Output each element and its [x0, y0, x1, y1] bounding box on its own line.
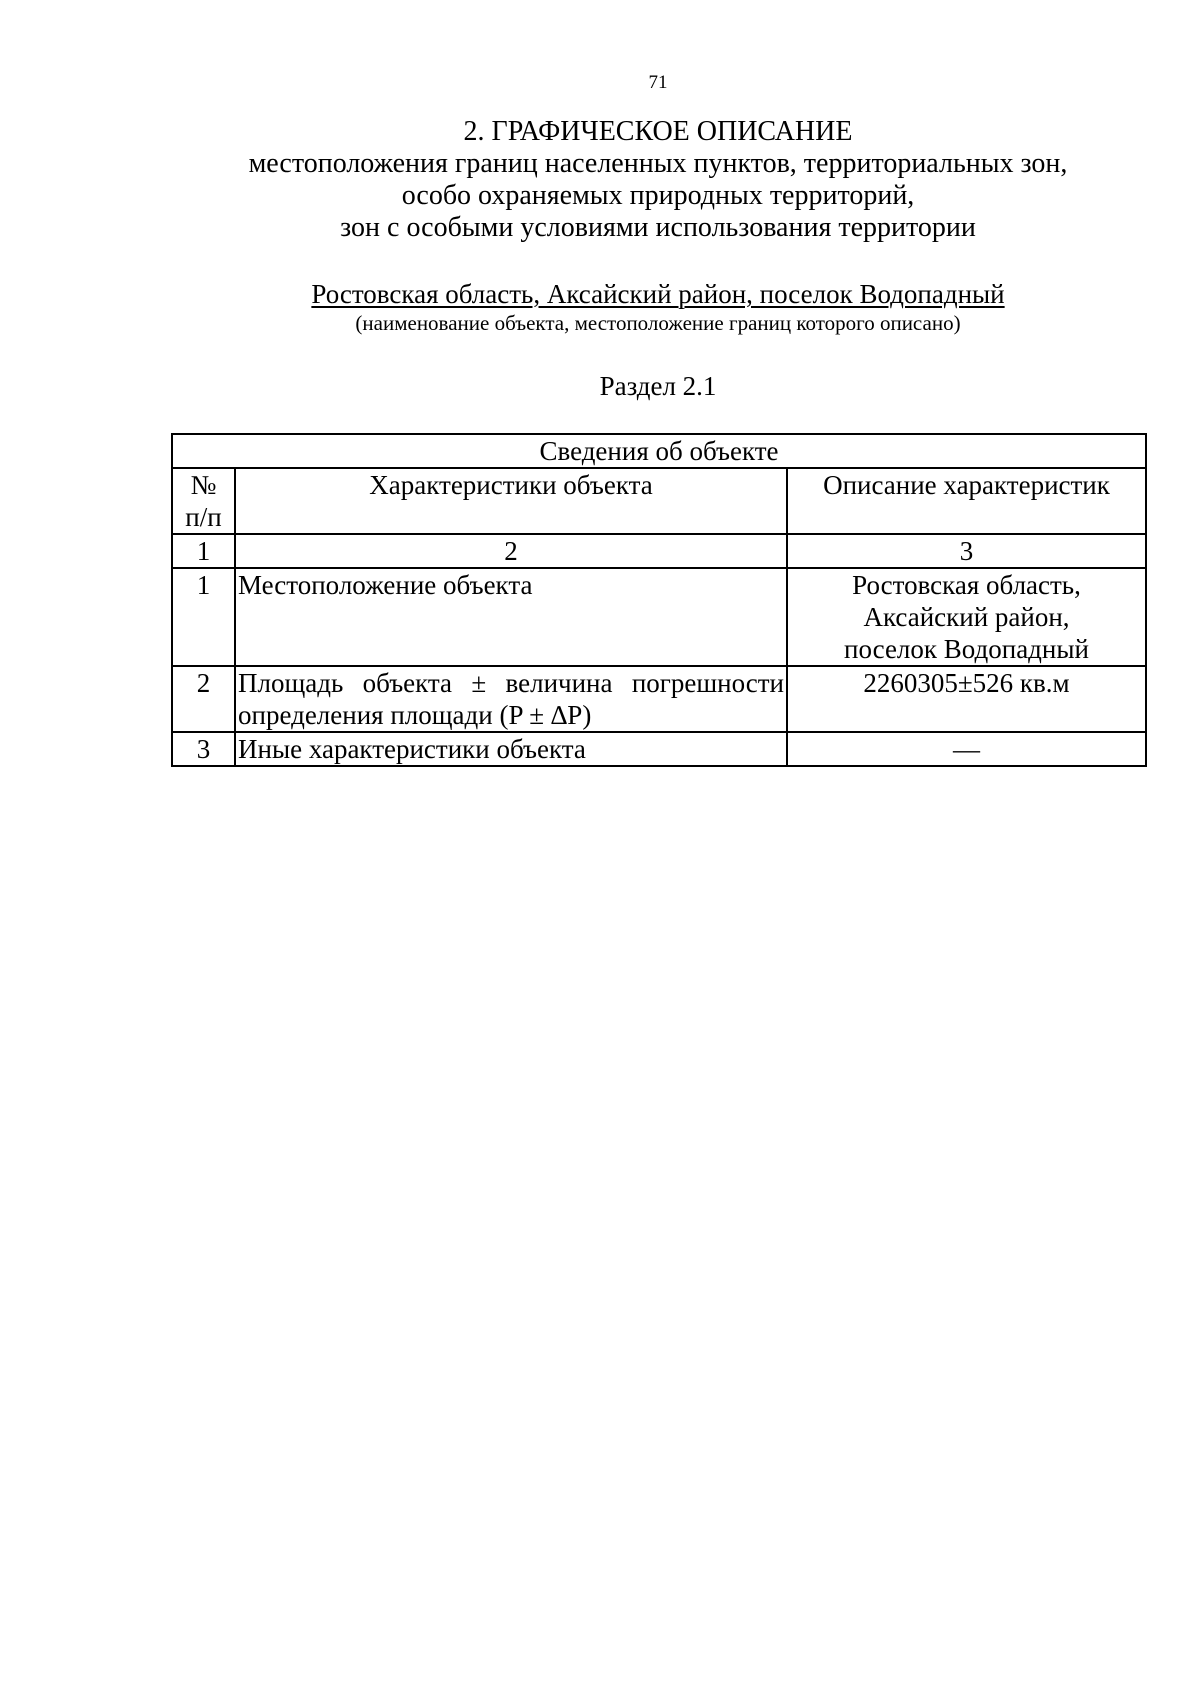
column-numbers-row [172, 534, 1146, 568]
object-caption: (наименование объекта, местоположение границ которого описано) [355, 311, 961, 335]
heading-line-3: зон с особыми условиями использования территории [340, 212, 976, 243]
row-description-line1: 2260305±526 кв.м [863, 668, 1070, 698]
row-characteristic-line2: определения площади (P ± ∆P) [238, 700, 592, 730]
page-number: 71 [648, 72, 668, 93]
row-num: 1 [172, 568, 235, 666]
row-characteristic-line1: Площадь объекта ± величина погрешности [238, 668, 784, 698]
object-name: Ростовская область, Аксайский район, поселок Водопадный [311, 279, 1005, 309]
header-characteristics: Характеристики объекта [235, 468, 787, 534]
table-header-row [172, 468, 1146, 534]
document-title: 2. ГРАФИЧЕСКОЕ ОПИСАНИЕ [463, 116, 853, 147]
row-description-line1: — [953, 734, 980, 764]
table-row [172, 568, 1146, 666]
row-description-line2: Аксайский район, [863, 602, 1070, 632]
object-info-table [171, 433, 1147, 767]
table-caption-row [172, 434, 1146, 468]
row-characteristic-line1: Местоположение объекта [238, 570, 533, 600]
header-num-line1: № [190, 470, 217, 500]
object-block [0, 278, 1200, 336]
column-number-2: 2 [235, 534, 787, 568]
row-description-line1: Ростовская область, [852, 570, 1081, 600]
section-title: Раздел 2.1 [599, 371, 717, 401]
row-num: 3 [172, 732, 235, 766]
row-description-line3: поселок Водопадный [844, 634, 1089, 664]
row-characteristic-line1: Иные характеристики объекта [238, 734, 586, 764]
document-heading [0, 116, 1200, 244]
row-characteristic [235, 666, 787, 732]
table-row [172, 732, 1146, 766]
table-caption: Сведения об объекте [172, 434, 1146, 468]
header-description: Описание характеристик [787, 468, 1146, 534]
header-num [172, 468, 235, 534]
row-description [787, 568, 1146, 666]
heading-line-2: особо охраняемых природных территорий, [401, 180, 915, 211]
row-num: 2 [172, 666, 235, 732]
row-description [787, 732, 1146, 766]
heading-line-1: местоположения границ населенных пунктов, территориальных зон, [248, 148, 1068, 179]
row-characteristic [235, 732, 787, 766]
column-number-3: 3 [787, 534, 1146, 568]
table-row [172, 666, 1146, 732]
row-characteristic [235, 568, 787, 666]
row-description [787, 666, 1146, 732]
column-number-1: 1 [172, 534, 235, 568]
header-num-line2: п/п [185, 502, 222, 532]
